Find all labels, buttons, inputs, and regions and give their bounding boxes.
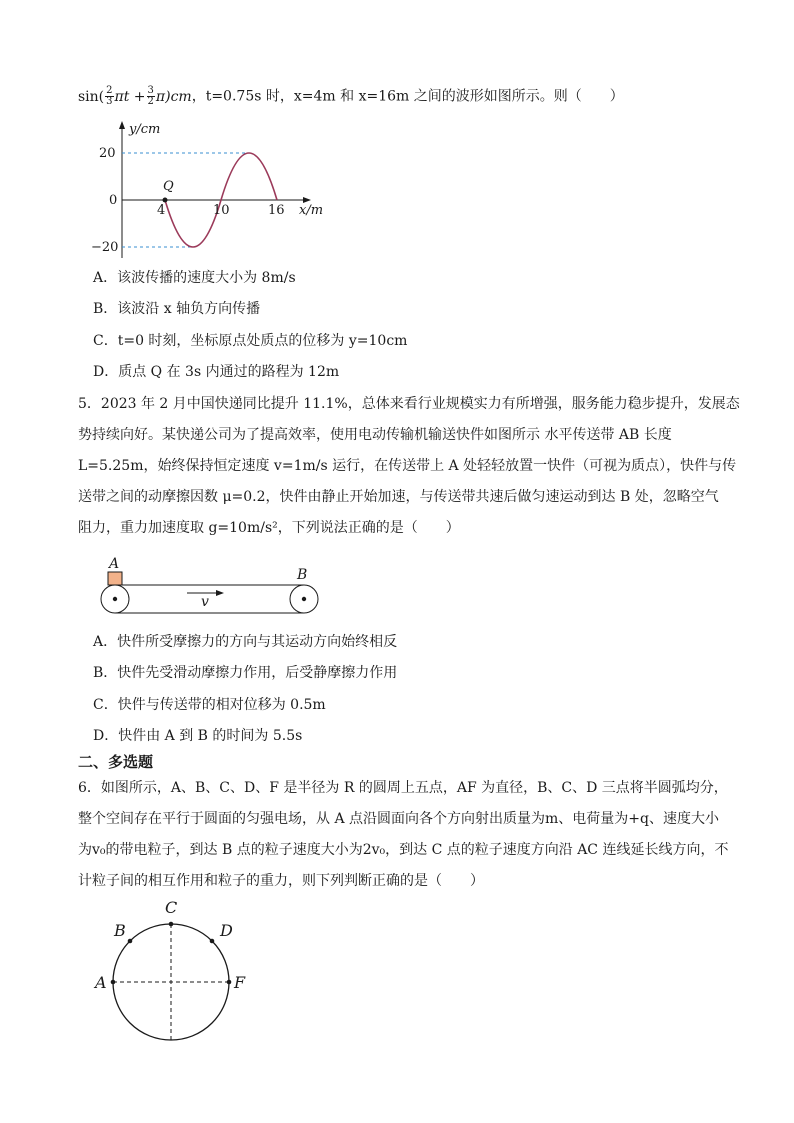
fraction-3-2: $\frac{3}{2}$ [147,85,154,107]
q4-formula: sin( $\frac{2}{3}$ πt + $\frac{3}{2}$ π)cm [78,85,192,107]
x-tick-4: 4 [157,203,166,218]
q4-stem: sin( $\frac{2}{3}$ πt + $\frac{3}{2}$ π)cm，t=0.75s 时，x=4m 和 x=16m 之间的波形如图所示。则（ ） [78,85,624,107]
right-roller-axle [302,597,306,601]
q4-option-b: B．该波沿 x 轴负方向传播 [93,301,261,317]
y-tick-neg20: −20 [91,240,119,255]
x-tick-16: 16 [268,203,285,218]
point-c-dot [169,922,174,927]
q6-stem-line-4: 计粒子间的相互作用和粒子的重力，则下列判断正确的是（ ） [78,873,484,889]
conveyor-belt-figure [95,552,325,622]
y-axis-arrow-icon [119,121,125,129]
q5-option-c: C．快件与传送带的相对位移为 0.5m [93,697,326,713]
q5-stem-line-2: 势持续向好。某快递公司为了提高效率，使用电动传输机输送快件如图所示 水平传送带 AB 长度 [78,427,672,443]
velocity-arrowhead-icon [216,590,224,596]
q4-option-c: C．t=0 时刻，坐标原点处质点的位移为 y=10cm [93,333,408,349]
label-b: B [297,567,308,583]
label-b: B [114,921,126,940]
q5-stem-line-3: L=5.25m，始终保持恒定速度 v=1m/s 运行，在传送带上 A 处轻轻放置一快件（可视为质点），快件与传 [78,458,737,474]
label-f: F [234,973,246,992]
point-b-dot [128,939,133,944]
y-axis-label: y/cm [129,122,161,137]
point-a-dot [111,980,116,985]
q5-stem-line-4: 送带之间的动摩擦因数 μ=0.2，快件由静止开始加速，与传送带共速后做匀速运动到达 B 处，忽略空气 [78,489,719,505]
y-tick-0: 0 [109,193,118,208]
q5-stem-line-1: 5．2023 年 2 月中国快递同比提升 11.1%，总体来看行业规模实力有所增强，服务能力稳步提升，发展态 [78,396,740,412]
fraction-2-3: $\frac{2}{3}$ [106,85,113,107]
left-roller-axle [113,597,117,601]
label-a: A [109,556,120,572]
y-tick-20: 20 [99,146,116,161]
q6-stem-line-1: 6．如图所示，A、B、C、D、F 是半径为 R 的圆周上五点，AF 为直径，B、C、D 三点将半圆弧均分， [78,780,728,796]
label-d: D [220,921,233,940]
q4-option-a: A．该波传播的速度大小为 8m/s [93,270,296,286]
q5-stem-line-5: 阻力，重力加速度取 g=10m/s²，下列说法正确的是（ ） [78,520,460,536]
label-a: A [95,973,107,992]
point-q-dot [163,198,168,203]
q5-option-d: D．快件由 A 到 B 的时间为 5.5s [93,728,303,744]
package-box [108,572,122,585]
q5-option-b: B．快件先受滑动摩擦力作用，后受静摩擦力作用 [93,665,398,681]
point-q-label: Q [163,179,174,194]
x-axis-label: x/m [299,203,324,218]
point-d-dot [210,939,215,944]
section-heading-multiple-choice: 二、多选题 [78,753,154,771]
x-tick-10: 10 [213,203,230,218]
q4-option-d: D．质点 Q 在 3s 内通过的路程为 12m [93,364,340,380]
label-v: v [201,594,209,610]
circle-figure [90,895,260,1055]
q6-stem-line-3: 为v₀的带电粒子，到达 B 点的粒子速度大小为2v₀，到达 C 点的粒子速度方向沿 AC 连线延长线方向，不 [78,842,729,858]
label-c: C [165,898,178,917]
q6-stem-line-2: 整个空间存在平行于圆面的匀强电场，从 A 点沿圆面向各个方向射出质量为m、电荷量为+q、速度大小 [78,811,719,827]
point-f-dot [227,980,232,985]
wave-graph [85,118,335,268]
q5-option-a: A．快件所受摩擦力的方向与其运动方向始终相反 [93,634,398,650]
